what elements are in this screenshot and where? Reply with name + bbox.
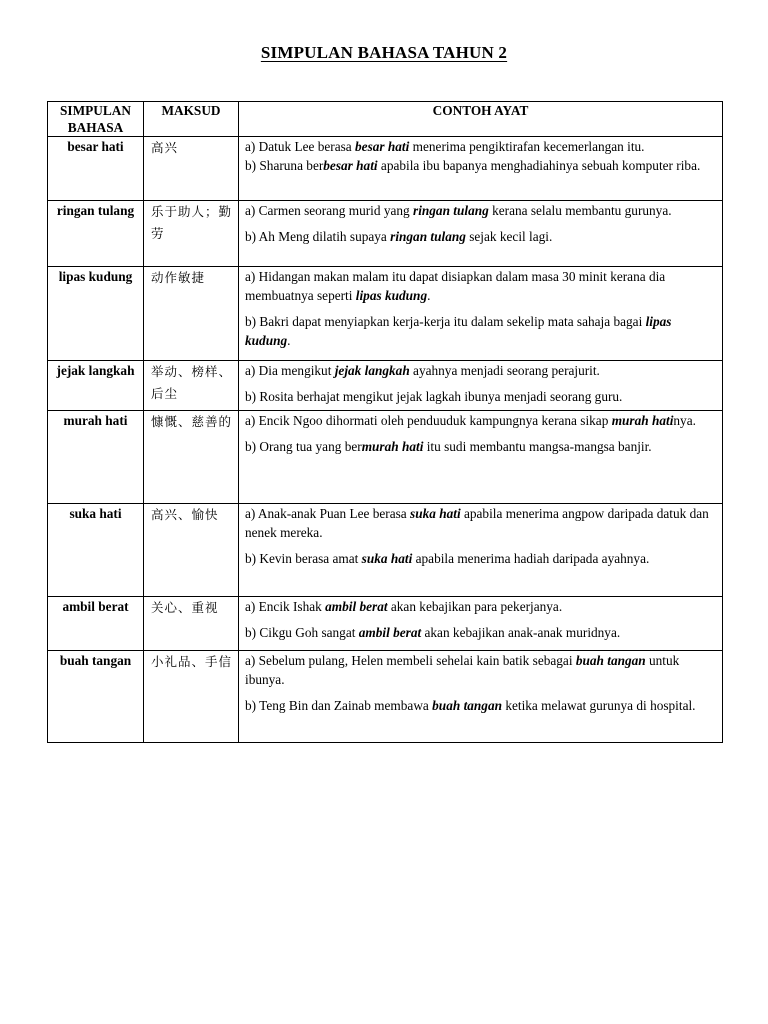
highlighted-idiom: suka hati xyxy=(361,551,413,566)
highlighted-idiom: lipas kudung xyxy=(245,314,672,348)
table-row xyxy=(48,504,723,597)
idiom-term: lipas kudung xyxy=(48,267,144,361)
table-row xyxy=(48,267,723,361)
table-row xyxy=(48,137,723,201)
header-contoh-ayat: CONTOH AYAT xyxy=(239,102,723,137)
sentence-text: itu sudi membantu mangsa-mangsa banjir. xyxy=(423,439,652,454)
highlighted-idiom: murah hati xyxy=(611,413,674,428)
example-sentence xyxy=(245,267,717,305)
sentence-text: . xyxy=(287,333,291,348)
table-header-row xyxy=(48,102,723,137)
idiom-term: ringan tulang xyxy=(48,201,144,267)
idiom-meaning: 动作敏捷 xyxy=(144,267,239,361)
sentence-text: b) Teng Bin dan Zainab membawa xyxy=(245,698,433,713)
example-sentence xyxy=(245,437,717,456)
table-row xyxy=(48,597,723,651)
sentence-text: akan kebajikan para pekerjanya. xyxy=(387,599,563,614)
idiom-meaning: 乐于助人；勤劳 xyxy=(144,201,239,267)
idiom-examples xyxy=(239,201,723,267)
idiom-term: jejak langkah xyxy=(48,361,144,411)
sentence-text: a) Encik Ishak xyxy=(245,599,326,614)
sentence-text: b) Ah Meng dilatih supaya xyxy=(245,229,391,244)
idiom-meaning: 慷慨、慈善的 xyxy=(144,411,239,504)
idiom-examples xyxy=(239,267,723,361)
sentence-text: a) Anak-anak Puan Lee berasa xyxy=(245,506,411,521)
table-row xyxy=(48,411,723,504)
idiom-meaning: 关心、重视 xyxy=(144,597,239,651)
example-sentence xyxy=(245,623,717,642)
highlighted-idiom: murah hati xyxy=(361,439,424,454)
example-sentence xyxy=(245,504,717,542)
sentence-text: nya. xyxy=(673,413,696,428)
highlighted-idiom: ringan tulang xyxy=(390,229,466,244)
idiom-meaning: 举动、榜样、后尘 xyxy=(144,361,239,411)
example-sentence xyxy=(245,549,717,568)
highlighted-idiom: ringan tulang xyxy=(413,203,489,218)
sentence-text: a) Encik Ngoo dihormati oleh penduuduk kampungnya kerana sikap xyxy=(245,413,612,428)
highlighted-idiom: jejak langkah xyxy=(334,363,410,378)
highlighted-idiom: besar hati xyxy=(355,139,410,154)
highlighted-idiom: besar hati xyxy=(323,158,378,173)
idiom-meaning: 小礼品、手信 xyxy=(144,651,239,743)
idiom-term: besar hati xyxy=(48,137,144,201)
highlighted-idiom: suka hati xyxy=(410,506,461,521)
example-sentence xyxy=(245,411,717,430)
sentence-text: a) Hidangan makan malam itu dapat disiapkan dalam masa 30 minit kerana dia membuatnya seperti xyxy=(245,269,666,303)
example-sentence xyxy=(245,597,717,616)
table-row xyxy=(48,361,723,411)
sentence-text: menerima pengiktirafan kecemerlangan itu. xyxy=(409,139,645,154)
sentence-text: apabila ibu bapanya menghadiahinya sebuah komputer riba. xyxy=(377,158,701,173)
sentence-text: apabila menerima hadiah daripada ayahnya. xyxy=(412,551,650,566)
idiom-meaning: 高兴 xyxy=(144,137,239,201)
example-sentence xyxy=(245,227,717,246)
idiom-table xyxy=(47,101,723,743)
sentence-text: b) Kevin berasa amat xyxy=(245,551,362,566)
highlighted-idiom: ambil berat xyxy=(325,599,388,614)
example-sentence xyxy=(245,696,717,715)
sentence-text: a) Carmen seorang murid yang xyxy=(245,203,414,218)
idiom-examples xyxy=(239,137,723,201)
sentence-text: b) Bakri dapat menyiapkan kerja-kerja itu dalam sekelip mata sahaja bagai xyxy=(245,314,646,329)
highlighted-idiom: lipas kudung xyxy=(355,288,428,303)
sentence-text: sejak kecil lagi. xyxy=(465,229,553,244)
example-sentence xyxy=(245,137,717,156)
sentence-text: b) Cikgu Goh sangat xyxy=(245,625,359,640)
sentence-text: kerana selalu membantu gurunya. xyxy=(488,203,672,218)
sentence-text: b) Sharuna ber xyxy=(245,158,324,173)
highlighted-idiom: ambil berat xyxy=(358,625,422,640)
example-sentence xyxy=(245,201,717,220)
sentence-text: a) Datuk Lee berasa xyxy=(245,139,356,154)
example-sentence xyxy=(245,387,717,406)
idiom-term: suka hati xyxy=(48,504,144,597)
sentence-text: b) Rosita berhajat mengikut jejak lagkah ibunya menjadi seorang guru. xyxy=(245,389,623,404)
header-maksud: MAKSUD xyxy=(144,102,239,137)
sentence-text: b) Orang tua yang ber xyxy=(245,439,362,454)
sentence-text: a) Dia mengikut xyxy=(245,363,335,378)
example-sentence xyxy=(245,312,717,350)
table-row xyxy=(48,201,723,267)
example-sentence xyxy=(245,156,717,175)
example-sentence xyxy=(245,651,717,689)
page-title: SIMPULAN BAHASA TAHUN 2 xyxy=(260,43,508,62)
idiom-examples xyxy=(239,504,723,597)
highlighted-idiom: buah tangan xyxy=(575,653,646,668)
sentence-text: a) Sebelum pulang, Helen membeli sehelai kain batik sebagai xyxy=(245,653,576,668)
idiom-examples xyxy=(239,651,723,743)
sentence-text: apabila menerima angpow daripada datuk dan nenek mereka. xyxy=(245,506,709,540)
sentence-text: akan kebajikan anak-anak muridnya. xyxy=(421,625,621,640)
header-simpulan-bahasa: SIMPULAN BAHASA xyxy=(48,102,144,137)
idiom-examples xyxy=(239,411,723,504)
sentence-text: . xyxy=(427,288,431,303)
idiom-term: buah tangan xyxy=(48,651,144,743)
example-sentence xyxy=(245,361,717,380)
highlighted-idiom: buah tangan xyxy=(432,698,502,713)
idiom-examples xyxy=(239,361,723,411)
idiom-examples xyxy=(239,597,723,651)
idiom-meaning: 高兴、愉快 xyxy=(144,504,239,597)
sentence-text: ketika melawat gurunya di hospital. xyxy=(502,698,696,713)
idiom-term: ambil berat xyxy=(48,597,144,651)
idiom-term: murah hati xyxy=(48,411,144,504)
sentence-text: ayahnya menjadi seorang perajurit. xyxy=(409,363,600,378)
table-row xyxy=(48,651,723,743)
sentence-text: untuk ibunya. xyxy=(245,653,680,687)
